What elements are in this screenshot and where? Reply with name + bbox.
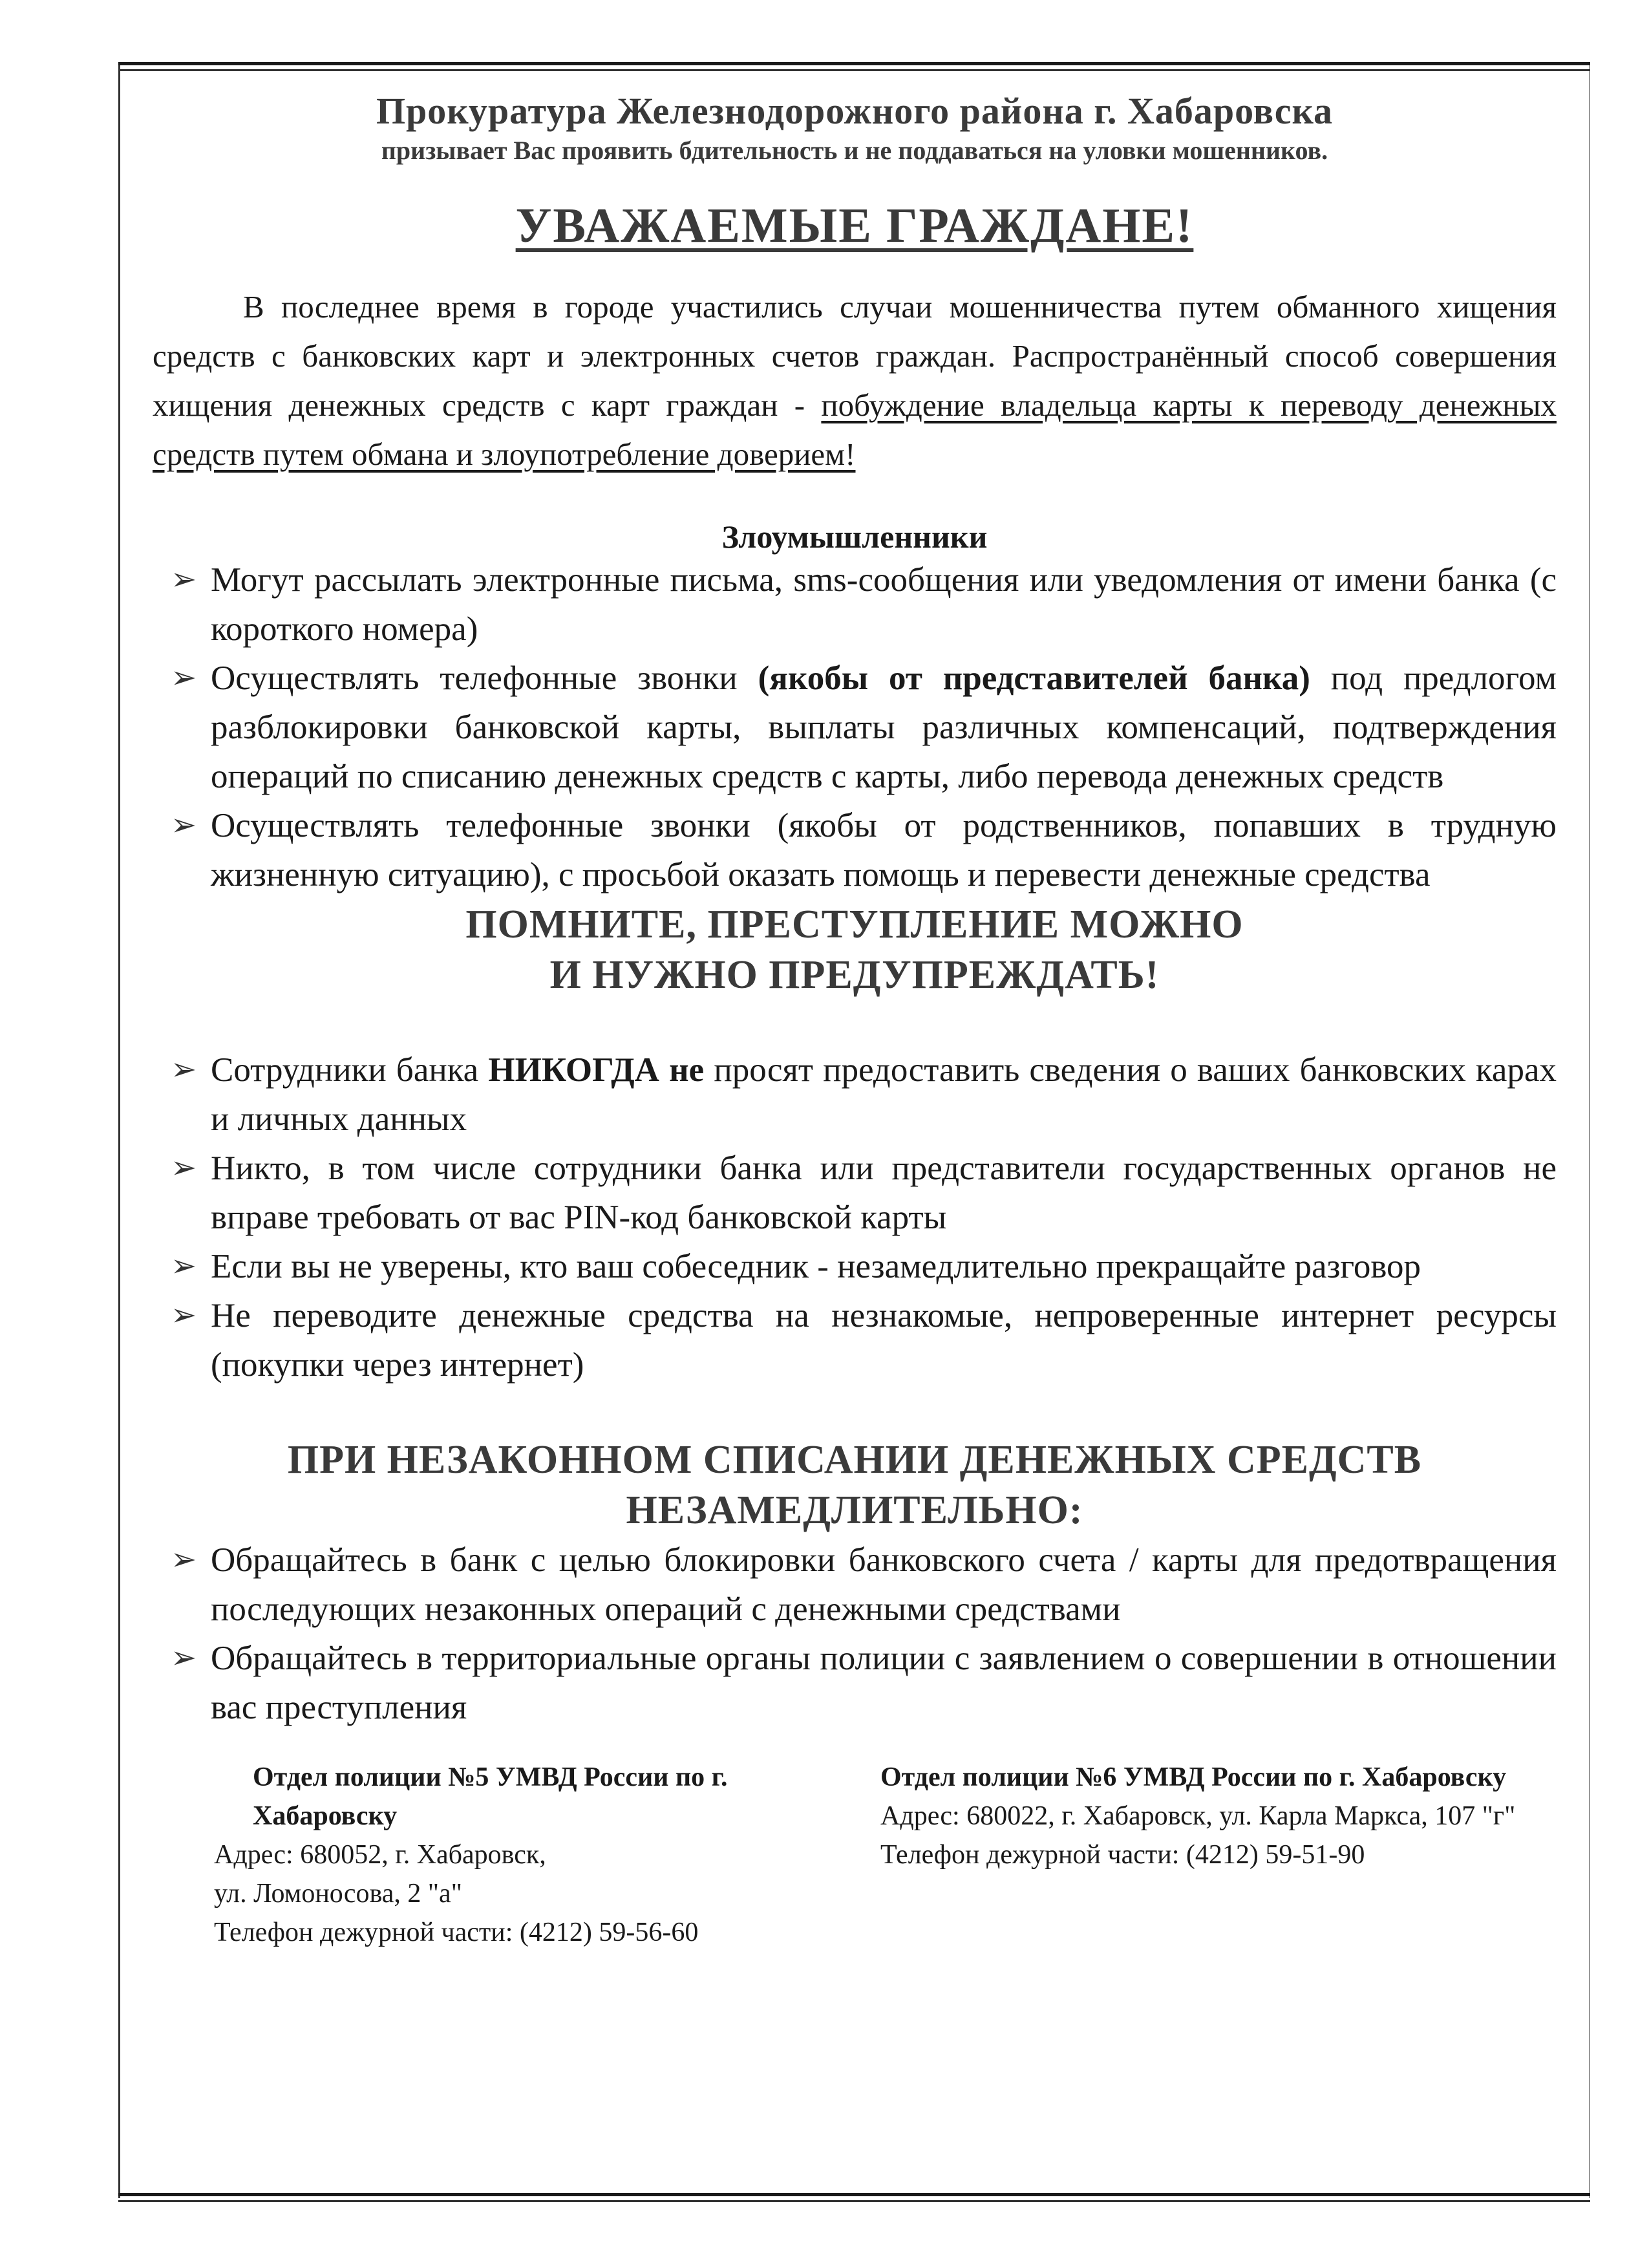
warning-heading-line2: И НУЖНО ПРЕДУПРЕЖДАТЬ! xyxy=(549,953,1160,997)
spacer xyxy=(153,1000,1557,1045)
arrow-bullet-icon: ➢ xyxy=(171,1543,197,1577)
arrow-bullet-icon: ➢ xyxy=(171,1641,197,1675)
list-item xyxy=(153,1634,1557,1732)
intro-underlined-text: побуждение владельца карты к переводу денежных средств путем обмана и злоупотребление доверием! xyxy=(153,387,1557,472)
police-department-name: Отдел полиции №6 УМВД России по г. Хабаровску xyxy=(880,1762,1507,1792)
fraudsters-list xyxy=(153,555,1557,899)
list-item-text: просят предоставить сведения о ваших банковских карах и личных данных xyxy=(211,1051,1557,1138)
arrow-bullet-icon: ➢ xyxy=(171,1249,197,1283)
list-item-text: Осуществлять телефонные звонки xyxy=(211,659,758,697)
arrow-bullet-icon: ➢ xyxy=(171,562,197,597)
list-item-text: Если вы не уверены, кто ваш собеседник - незамедлительно прекращайте разговор xyxy=(211,1248,1421,1285)
illegal-debit-list xyxy=(153,1535,1557,1732)
list-item xyxy=(153,1242,1557,1291)
organization-title: Прокуратура Железнодорожного района г. Хабаровска xyxy=(376,90,1334,132)
arrow-bullet-icon: ➢ xyxy=(171,1151,197,1185)
illegal-debit-heading-line2: НЕЗАМЕДЛИТЕЛЬНО: xyxy=(626,1488,1083,1532)
intro-paragraph xyxy=(153,283,1557,479)
list-item-text: Не переводите денежные средства на незнакомые, непроверенные интернет ресурсы (покупки через интернет) xyxy=(211,1297,1557,1384)
list-item-text: Могут рассылать электронные письма, sms-сообщения или уведомления от имени банка (с короткого номера) xyxy=(211,561,1557,648)
leaflet-content xyxy=(153,65,1557,1952)
list-item xyxy=(153,1045,1557,1144)
arrow-bullet-icon: ➢ xyxy=(171,1298,197,1332)
police-address-line: ул. Ломоносова, 2 "а" xyxy=(214,1879,462,1909)
intro-text: В последнее время в городе участились случаи мошенничества путем обманного хищения средств с банковских карт и электронных счетов граждан. Распространённый способ совершения хищения денежных средств с карт граждан - xyxy=(153,289,1557,423)
list-item-text: Никто, в том числе сотрудники банка или представители государственных органов не вправе требовать от вас PIN-код банковской карты xyxy=(211,1150,1557,1236)
arrow-bullet-icon: ➢ xyxy=(171,1053,197,1087)
police-address-line: Адрес: 680022, г. Хабаровск, ул. Карла Маркса, 107 "г" xyxy=(880,1801,1516,1831)
list-item-text: Осуществлять телефонные звонки (якобы от родственников, попавших в трудную жизненную ситуацию), с просьбой оказать помощь и перевести денежные средства xyxy=(211,807,1557,893)
page-border-frame xyxy=(118,65,1590,2198)
list-item xyxy=(153,555,1557,654)
list-item xyxy=(153,654,1557,801)
illegal-debit-heading-line1: ПРИ НЕЗАКОННОМ СПИСАНИИ ДЕНЕЖНЫХ СРЕДСТВ xyxy=(287,1438,1422,1482)
list-item-text: Обращайтесь в банк с целью блокировки банковского счета / карты для предотвращения последующих незаконных операций с денежными средствами xyxy=(211,1541,1557,1628)
salutation-heading: УВАЖАЕМЫЕ ГРАЖДАНЕ! xyxy=(515,198,1194,253)
list-item-bold-text: (якобы от представителей банка) xyxy=(758,659,1310,697)
police-contacts xyxy=(153,1758,1557,1952)
police-contact-card xyxy=(855,1758,1557,1952)
list-item-text: Обращайтесь в территориальные органы полиции с заявлением о совершении в отношении вас преступления xyxy=(211,1640,1557,1726)
list-item xyxy=(153,1291,1557,1389)
organization-subtitle: призывает Вас проявить бдительность и не поддаваться на уловки мошенников. xyxy=(381,136,1328,165)
arrow-bullet-icon: ➢ xyxy=(171,808,197,842)
police-phone: Телефон дежурной части: (4212) 59-51-90 xyxy=(880,1840,1365,1870)
warning-heading-line1: ПОМНИТЕ, ПРЕСТУПЛЕНИЕ МОЖНО xyxy=(465,903,1244,947)
police-department-name: Отдел полиции №5 УМВД России по г. Хабаровску xyxy=(253,1762,728,1831)
list-item-text: Сотрудники банка xyxy=(211,1051,489,1089)
list-item xyxy=(153,801,1557,899)
police-address-line: Адрес: 680052, г. Хабаровск, xyxy=(214,1840,546,1870)
list-item xyxy=(153,1144,1557,1242)
arrow-bullet-icon: ➢ xyxy=(171,661,197,695)
fraudsters-heading: Злоумышленники xyxy=(721,519,988,555)
police-phone: Телефон дежурной части: (4212) 59-56-60 xyxy=(214,1918,699,1947)
list-item-text: под предлогом разблокировки банковской карты, выплаты различных компенсаций, подтверждения операций по списанию денежных средств с карты, либо перевода денежных средств xyxy=(211,659,1557,795)
police-contact-card xyxy=(153,1758,855,1952)
spacer xyxy=(153,1389,1557,1435)
advice-list xyxy=(153,1045,1557,1389)
list-item-bold-text: НИКОГДА не xyxy=(488,1051,705,1089)
list-item xyxy=(153,1535,1557,1634)
